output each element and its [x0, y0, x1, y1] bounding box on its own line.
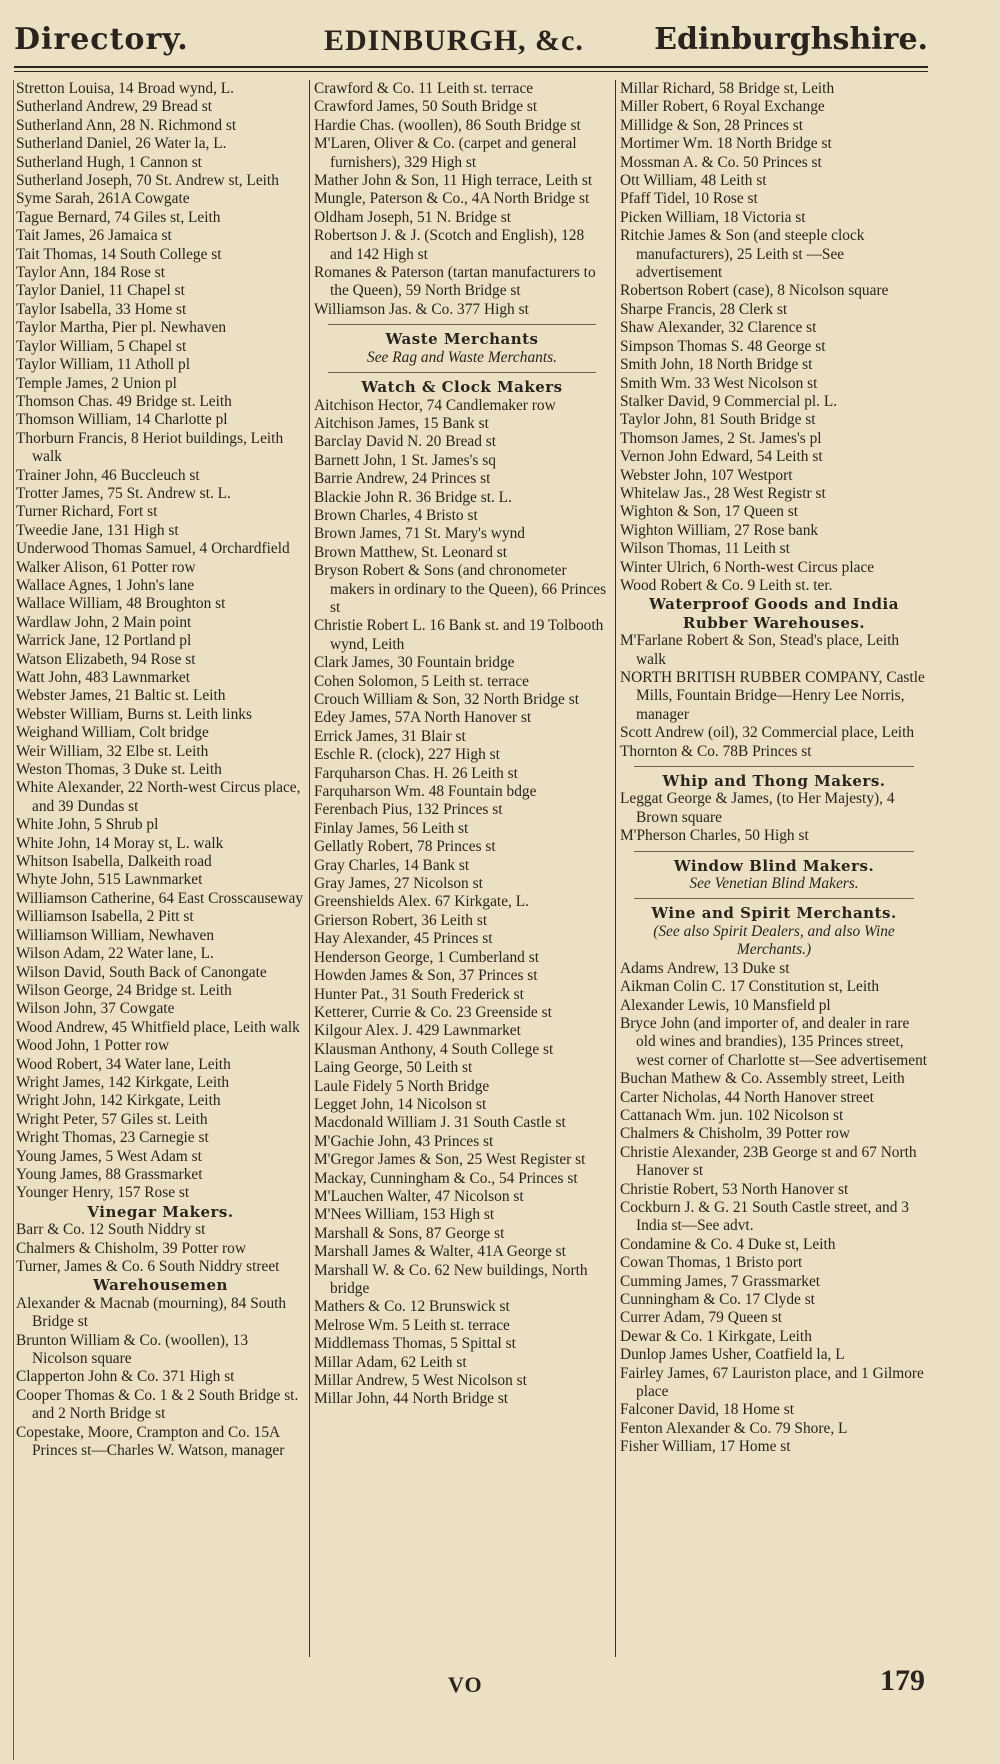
- directory-entry: Taylor Ann, 184 Rose st: [16, 264, 165, 282]
- directory-entry: Christie Robert L. 16 Bank st. and 19 Tolbooth wynd, Leith: [314, 617, 604, 653]
- directory-entry: Chalmers & Chisholm, 39 Potter row: [620, 1125, 850, 1143]
- directory-entry: Taylor Daniel, 11 Chapel st: [16, 282, 185, 300]
- directory-entry: Buchan Mathew & Co. Assembly street, Leith: [620, 1070, 905, 1088]
- directory-entry: Christie Alexander, 23B George st and 67 North Hanover st: [620, 1143, 917, 1180]
- directory-entry: Hay Alexander, 45 Princes st: [314, 930, 493, 948]
- directory-entry: Taylor Martha, Pier pl. Newhaven: [16, 319, 227, 337]
- directory-entry: Alexander & Macnab (mourning), 84 South Bridge st: [16, 1294, 287, 1331]
- directory-entry: Cumming James, 7 Grassmarket: [620, 1272, 821, 1290]
- directory-entry: Tait Thomas, 14 South College st: [16, 245, 222, 263]
- cross-reference-note: (See also Spirit Dealers, and also Wine Merchants.): [653, 922, 895, 959]
- column-divider: [615, 80, 616, 1657]
- directory-entry: Young James, 88 Grassmarket: [16, 1165, 203, 1183]
- directory-entry: Eschle R. (clock), 227 High st: [314, 746, 500, 764]
- directory-entry: Oldham Joseph, 51 N. Bridge st: [314, 208, 512, 226]
- directory-entry: Laing George, 50 Leith st: [314, 1059, 473, 1077]
- directory-entry: Finlay James, 56 Leith st: [314, 819, 469, 837]
- cross-reference-note: See Venetian Blind Makers.: [689, 875, 859, 893]
- directory-entry: White John, 14 Moray st, L. walk: [16, 834, 224, 852]
- directory-entry: M'Gachie John, 43 Princes st: [314, 1132, 494, 1150]
- directory-entry: Mungle, Paterson & Co., 4A North Bridge st: [314, 190, 590, 208]
- directory-entry: NORTH BRITISH RUBBER COMPANY, Castle Mills, Fountain Bridge—Henry Lee Norris, manager: [620, 669, 925, 723]
- directory-entry: Brunton William & Co. (woollen), 13 Nicolson square: [16, 1331, 249, 1368]
- section-rule: [328, 372, 596, 373]
- directory-entry: Blackie John R. 36 Bridge st. L.: [314, 488, 512, 506]
- directory-entry: Smith Wm. 33 West Nicolson st: [620, 374, 818, 392]
- directory-entry: Weston Thomas, 3 Duke st. Leith: [16, 761, 222, 779]
- directory-entry: Wright John, 142 Kirkgate, Leith: [16, 1092, 221, 1110]
- directory-entry: Webster John, 107 Westport: [620, 466, 793, 484]
- directory-entry: Wighton & Son, 17 Queen st: [620, 503, 799, 521]
- directory-entry: Greenshields Alex. 67 Kirkgate, L.: [314, 893, 529, 911]
- directory-entry: Cunningham & Co. 17 Clyde st: [620, 1291, 815, 1308]
- directory-entry: Thomson James, 2 St. James's pl: [620, 429, 822, 447]
- directory-entry: Mathers & Co. 12 Brunswick st: [314, 1298, 510, 1316]
- directory-entry: Barrie Andrew, 24 Princes st: [314, 470, 491, 488]
- directory-entry: Carter Nicholas, 44 North Hanover street: [620, 1088, 874, 1106]
- directory-entry: Millar Adam, 62 Leith st: [314, 1353, 467, 1371]
- page-number: 179: [880, 1664, 925, 1697]
- directory-entry: Syme Sarah, 261A Cowgate: [16, 190, 190, 208]
- directory-entry: Wallace Agnes, 1 John's lane: [16, 576, 195, 594]
- section-heading: Waste Merchants: [385, 330, 539, 349]
- directory-entry: Watt John, 483 Lawnmarket: [16, 669, 191, 686]
- directory-entry: Clapperton John & Co. 371 High st: [16, 1368, 235, 1386]
- directory-entry: Cooper Thomas & Co. 1 & 2 South Bridge st. and 2 North Bridge st: [16, 1386, 299, 1423]
- directory-entry: Millar Richard, 58 Bridge st, Leith: [620, 80, 835, 97]
- directory-entry: Sutherland Daniel, 26 Water la, L.: [16, 135, 227, 153]
- column-2: [314, 80, 610, 1657]
- directory-entry: Tait James, 26 Jamaica st: [16, 227, 172, 245]
- directory-entry: Condamine & Co. 4 Duke st, Leith: [620, 1235, 836, 1253]
- directory-entry: Winter Ulrich, 6 North-west Circus place: [620, 558, 875, 576]
- directory-entry: Aitchison Hector, 74 Candlemaker row: [314, 396, 556, 414]
- directory-entry: Clark James, 30 Fountain bridge: [314, 654, 515, 672]
- directory-entry: Marshall & Sons, 87 George st: [314, 1224, 505, 1242]
- directory-entry: Bryson Robert & Sons (and chronometer makers in ordinary to the Queen), 66 Princes st: [314, 562, 607, 616]
- section-rule: [634, 851, 914, 852]
- directory-entry: Wood John, 1 Potter row: [16, 1037, 170, 1055]
- directory-entry: Wright Peter, 57 Giles st. Leith: [16, 1110, 208, 1128]
- directory-entry: Taylor John, 81 South Bridge st: [620, 411, 816, 429]
- directory-entry: Whyte John, 515 Lawnmarket: [16, 871, 203, 889]
- directory-entry: Marshall W. & Co. 62 New buildings, North bridge: [314, 1261, 588, 1297]
- directory-entry: Tague Bernard, 74 Giles st, Leith: [16, 208, 221, 226]
- directory-entry: Wilson David, South Back of Canongate: [16, 963, 267, 981]
- directory-entry: Barr & Co. 12 South Niddry st: [16, 1221, 206, 1239]
- directory-entry: Currer Adam, 79 Queen st: [620, 1309, 782, 1327]
- directory-entry: Wilson George, 24 Bridge st. Leith: [16, 981, 232, 999]
- directory-entry: Wardlaw John, 2 Main point: [16, 613, 192, 631]
- directory-entry: Scott Andrew (oil), 32 Commercial place, Leith: [620, 724, 915, 742]
- directory-entry: Wright James, 142 Kirkgate, Leith: [16, 1073, 230, 1091]
- directory-entry: Legget John, 14 Nicolson st: [314, 1095, 487, 1113]
- directory-entry: Whitson Isabella, Dalkeith road: [16, 853, 212, 871]
- directory-entry: Thornton & Co. 78B Princes st: [620, 742, 812, 760]
- directory-entry: Christie Robert, 53 North Hanover st: [620, 1180, 849, 1198]
- directory-entry: Mossman A. & Co. 50 Princes st: [620, 153, 822, 171]
- column-3: [620, 80, 928, 1657]
- directory-entry: Adams Andrew, 13 Duke st: [620, 959, 790, 977]
- section-heading: Vinegar Makers.: [87, 1202, 234, 1221]
- directory-entry: Wright Thomas, 23 Carnegie st: [16, 1129, 209, 1147]
- directory-entry: Crawford & Co. 11 Leith st. terrace: [314, 80, 534, 97]
- directory-entry: Thorburn Francis, 8 Heriot buildings, Leith walk: [16, 429, 284, 466]
- page-margin-line: [13, 80, 14, 1760]
- directory-entry: Robertson Robert (case), 8 Nicolson square: [620, 282, 889, 300]
- directory-entry: Fisher William, 17 Home st: [620, 1438, 791, 1456]
- directory-entry: Sutherland Ann, 28 N. Richmond st: [16, 116, 237, 134]
- directory-entry: Brown Matthew, St. Leonard st: [314, 543, 508, 561]
- directory-entry: Marshall James & Walter, 41A George st: [314, 1243, 566, 1261]
- directory-entry: Ketterer, Currie & Co. 23 Greenside st: [314, 1003, 552, 1021]
- directory-entry: Brown James, 71 St. Mary's wynd: [314, 525, 525, 543]
- section-heading: Watch & Clock Makers: [361, 378, 563, 397]
- directory-entry: M'Farlane Robert & Son, Stead's place, Leith walk: [620, 632, 900, 668]
- header-rule-thin: [14, 71, 928, 72]
- directory-entry: Webster James, 21 Baltic st. Leith: [16, 687, 226, 705]
- column-divider: [309, 80, 310, 1657]
- directory-entry: Bryce John (and importer of, and dealer in rare old wines and brandies), 135 Princes street, west corner of Charlotte st—See advertisement: [620, 1014, 928, 1069]
- directory-entry: M'Nees William, 153 High st: [314, 1206, 495, 1224]
- directory-entry: Webster William, Burns st. Leith links: [16, 705, 252, 723]
- directory-entry: Sutherland Andrew, 29 Bread st: [16, 98, 213, 116]
- directory-entry: Whitelaw Jas., 28 West Registr st: [620, 484, 826, 502]
- directory-entry: Walker Alison, 61 Potter row: [16, 558, 196, 576]
- directory-entry: Fenton Alexander & Co. 79 Shore, L: [620, 1419, 848, 1437]
- directory-entry: Aitchison James, 15 Bank st: [314, 414, 489, 432]
- directory-entry: Cockburn J. & G. 21 South Castle street, and 3 India st—See advt.: [620, 1198, 909, 1235]
- directory-entry: Williamson Jas. & Co. 377 High st: [314, 300, 529, 318]
- directory-entry: Mather John & Son, 11 High terrace, Leith st: [314, 172, 593, 190]
- directory-entry: Stretton Louisa, 14 Broad wynd, L.: [16, 80, 235, 97]
- directory-entry: Picken William, 18 Victoria st: [620, 208, 806, 226]
- directory-entry: Thomson Chas. 49 Bridge st. Leith: [16, 392, 232, 410]
- directory-entry: Grierson Robert, 36 Leith st: [314, 911, 488, 929]
- page-header: [14, 22, 928, 66]
- directory-entry: Weir William, 32 Elbe st. Leith: [16, 742, 209, 760]
- directory-entry: Taylor William, 5 Chapel st: [16, 337, 187, 355]
- directory-entry: Kilgour Alex. J. 429 Lawnmarket: [314, 1022, 521, 1040]
- directory-entry: Trotter James, 75 St. Andrew st. L.: [16, 484, 231, 502]
- directory-entry: Younger Henry, 157 Rose st: [16, 1184, 190, 1202]
- column-1: [16, 80, 305, 1657]
- directory-entry: Middlemass Thomas, 5 Spittal st: [314, 1335, 516, 1353]
- directory-entry: Wilson Adam, 22 Water lane, L.: [16, 945, 214, 963]
- directory-entry: Mortimer Wm. 18 North Bridge st: [620, 135, 832, 153]
- directory-entry: Melrose Wm. 5 Leith st. terrace: [314, 1316, 510, 1334]
- directory-entry: Wood Robert & Co. 9 Leith st. ter.: [620, 576, 833, 594]
- section-heading: Whip and Thong Makers.: [662, 772, 886, 791]
- directory-entry: Turner, James & Co. 6 South Niddry street: [16, 1258, 280, 1275]
- directory-entry: Millidge & Son, 28 Princes st: [620, 116, 803, 134]
- directory-entry: White John, 5 Shrub pl: [16, 816, 159, 834]
- directory-entry: Brown Charles, 4 Bristo st: [314, 506, 478, 524]
- directory-entry: Warrick Jane, 12 Portland pl: [16, 632, 192, 650]
- directory-entry: Weighand William, Colt bridge: [16, 724, 209, 742]
- directory-entry: Ritchie James & Son (and steeple clock manufacturers), 25 Leith st —See advertisement: [620, 227, 865, 282]
- directory-entry: Fairley James, 67 Lauriston place, and 1 Gilmore place: [620, 1364, 924, 1401]
- directory-entry: Mackay, Cunningham & Co., 54 Princes st: [314, 1169, 578, 1187]
- directory-entry: Ott William, 48 Leith st: [620, 172, 767, 190]
- directory-entry: Millar Andrew, 5 West Nicolson st: [314, 1372, 527, 1390]
- directory-entry: Smith John, 18 North Bridge st: [620, 356, 813, 374]
- directory-entry: Stalker David, 9 Commercial pl. L.: [620, 392, 838, 410]
- directory-entry: Williamson William, Newhaven: [16, 926, 215, 944]
- section-rule: [328, 324, 596, 325]
- header-left-title: Directory.: [14, 22, 189, 57]
- directory-entry: Dunlop James Usher, Coatfield la, L: [620, 1346, 845, 1364]
- directory-entry: Farquharson Chas. H. 26 Leith st: [314, 764, 518, 782]
- directory-entry: Cattanach Wm. jun. 102 Nicolson st: [620, 1106, 844, 1124]
- directory-entry: Pfaff Tidel, 10 Rose st: [620, 190, 758, 208]
- directory-entry: Wilson John, 37 Cowgate: [16, 1000, 175, 1018]
- section-heading: Waterproof Goods and India Rubber Warehouses.: [649, 595, 899, 632]
- directory-entry: Edey James, 57A North Hanover st: [314, 709, 532, 727]
- directory-entry: M'Gregor James & Son, 25 West Register st: [314, 1151, 586, 1169]
- directory-entry: Howden James & Son, 37 Princes st: [314, 967, 538, 985]
- directory-entry: Watson Elizabeth, 94 Rose st: [16, 650, 196, 668]
- directory-entry: Williamson Isabella, 2 Pitt st: [16, 908, 194, 926]
- directory-entry: Ferenbach Pius, 132 Princes st: [314, 801, 503, 819]
- directory-entry: Romanes & Paterson (tartan manufacturers to the Queen), 59 North Bridge st: [314, 264, 596, 300]
- directory-entry: Falconer David, 18 Home st: [620, 1401, 794, 1419]
- directory-entry: White Alexander, 22 North-west Circus place, and 39 Dundas st: [16, 779, 301, 815]
- directory-entry: Klausman Anthony, 4 South College st: [314, 1040, 554, 1058]
- directory-entry: Hunter Pat., 31 South Frederick st: [314, 985, 524, 1003]
- directory-entry: Young James, 5 West Adam st: [16, 1147, 202, 1165]
- directory-entry: Wood Andrew, 45 Whitfield place, Leith walk: [16, 1018, 300, 1036]
- section-rule: [634, 766, 914, 767]
- directory-entry: Alexander Lewis, 10 Mansfield pl: [620, 996, 831, 1014]
- directory-entry: Williamson Catherine, 64 East Crosscauseway: [16, 889, 304, 907]
- directory-entry: Sutherland Hugh, 1 Cannon st: [16, 153, 202, 171]
- directory-entry: Gray Charles, 14 Bank st: [314, 856, 470, 874]
- directory-entry: Vernon John Edward, 54 Leith st: [620, 448, 823, 466]
- header-center-title: EDINBURGH, &c.: [324, 24, 584, 57]
- directory-entry: Miller Robert, 6 Royal Exchange: [620, 98, 825, 116]
- directory-entry: Leggat George & James, (to Her Majesty), 4 Brown square: [620, 790, 895, 826]
- section-heading: Wine and Spirit Merchants.: [651, 904, 897, 923]
- directory-entry: Sutherland Joseph, 70 St. Andrew st, Leith: [16, 172, 279, 190]
- directory-entry: Trainer John, 46 Buccleuch st: [16, 466, 200, 484]
- directory-entry: Taylor Isabella, 33 Home st: [16, 300, 187, 318]
- section-heading: Window Blind Makers.: [673, 856, 875, 875]
- directory-entry: Wighton William, 27 Rose bank: [620, 521, 819, 539]
- directory-entry: Wilson Thomas, 11 Leith st: [620, 540, 790, 558]
- directory-entry: Taylor William, 11 Atholl pl: [16, 356, 190, 374]
- directory-entry: Henderson George, 1 Cumberland st: [314, 948, 539, 966]
- directory-entry: Gray James, 27 Nicolson st: [314, 875, 483, 893]
- directory-entry: Farquharson Wm. 48 Fountain bdge: [314, 783, 537, 801]
- directory-entry: M'Laren, Oliver & Co. (carpet and general furnishers), 329 High st: [314, 135, 577, 171]
- directory-entry: M'Lauchen Walter, 47 Nicolson st: [314, 1187, 524, 1205]
- directory-entry: Shaw Alexander, 32 Clarence st: [620, 319, 817, 337]
- directory-entry: Simpson Thomas S. 48 George st: [620, 337, 826, 355]
- directory-entry: Underwood Thomas Samuel, 4 Orchardfield: [16, 540, 290, 558]
- directory-entry: Barnett John, 1 St. James's sq: [314, 451, 496, 469]
- signature-mark: VO: [448, 1672, 483, 1697]
- directory-entry: Tweedie Jane, 131 High st: [16, 521, 179, 539]
- directory-entry: Sharpe Francis, 28 Clerk st: [620, 300, 788, 318]
- directory-entry: Thomson William, 14 Charlotte pl: [16, 411, 228, 429]
- directory-entry: Temple James, 2 Union pl: [16, 374, 177, 392]
- directory-entry: Cowan Thomas, 1 Bristo port: [620, 1254, 803, 1272]
- directory-entry: Hardie Chas. (woollen), 86 South Bridge st: [314, 116, 581, 134]
- directory-entry: Wood Robert, 34 Water lane, Leith: [16, 1055, 231, 1073]
- directory-entry: Macdonald William J. 31 South Castle st: [314, 1114, 566, 1132]
- directory-entry: Gellatly Robert, 78 Princes st: [314, 838, 496, 856]
- directory-entry: Robertson J. & J. (Scotch and English), 128 and 142 High st: [314, 227, 585, 263]
- directory-entry: Barclay David N. 20 Bread st: [314, 433, 497, 451]
- directory-entry: Crouch William & Son, 32 North Bridge st: [314, 691, 579, 708]
- header-right-title: Edinburghshire.: [654, 22, 928, 57]
- directory-entry: Turner Richard, Fort st: [16, 503, 158, 521]
- directory-entry: Crawford James, 50 South Bridge st: [314, 98, 538, 116]
- header-rule: [14, 66, 928, 68]
- section-rule: [634, 898, 914, 899]
- directory-entry: Copestake, Moore, Crampton and Co. 15A Princes st—Charles W. Watson, manager: [16, 1423, 285, 1460]
- directory-entry: Wallace William, 48 Broughton st: [16, 595, 226, 613]
- directory-entry: Millar John, 44 North Bridge st: [314, 1390, 509, 1408]
- cross-reference-note: See Rag and Waste Merchants.: [367, 348, 557, 366]
- directory-entry: Laule Fidely 5 North Bridge: [314, 1077, 490, 1095]
- directory-entry: M'Pherson Charles, 50 High st: [620, 827, 809, 845]
- directory-entry: Chalmers & Chisholm, 39 Potter row: [16, 1239, 246, 1257]
- section-heading: Warehousemen: [93, 1276, 228, 1295]
- directory-entry: Cohen Solomon, 5 Leith st. terrace: [314, 672, 529, 690]
- directory-entry: Errick James, 31 Blair st: [314, 727, 466, 745]
- directory-entry: Dewar & Co. 1 Kirkgate, Leith: [620, 1327, 812, 1345]
- directory-entry: Aikman Colin C. 17 Constitution st, Leith: [620, 978, 880, 996]
